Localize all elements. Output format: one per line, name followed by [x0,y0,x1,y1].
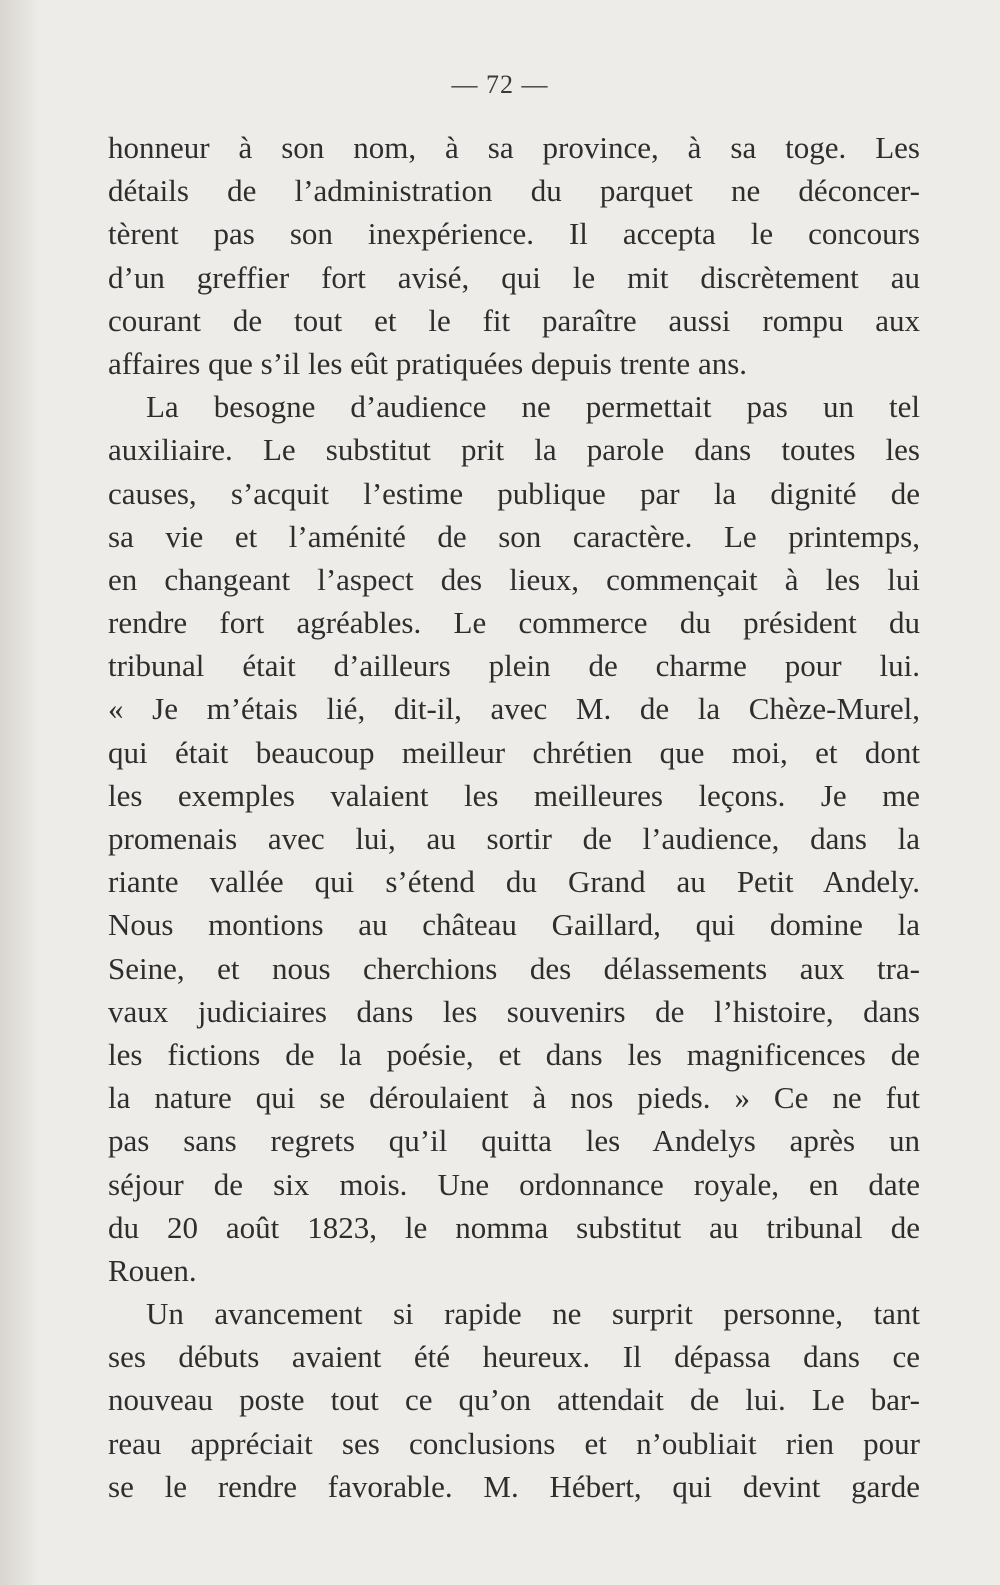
text-line: ses débuts avaient été heureux. Il dépassa dans ce [108,1339,920,1375]
text-line: courant de tout et le fit paraître aussi rompu aux [108,302,920,338]
text-line: auxiliaire. Le substitut prit la parole dans toutes les [108,432,920,468]
text-line: tèrent pas son inexpérience. Il accepta le concours [108,216,920,252]
text-line: tribunal était d’ailleurs plein de charme pour lui. [108,648,920,684]
text-line: affaires que s’il les eût pratiquées depuis trente ans. [108,345,748,381]
text-line: reau appréciait ses conclusions et n’oubliait rien pour [108,1425,920,1461]
text-line: causes, s’acquit l’estime publique par la dignité de [108,475,920,511]
text-line: nouveau poste tout ce qu’on attendait de lui. Le bar- [108,1382,920,1418]
text-line: honneur à son nom, à sa province, à sa toge. Les [108,130,920,165]
text-line: rendre fort agréables. Le commerce du président du [108,605,920,641]
text-line: Un avancement si rapide ne surprit personne, tant [146,1296,920,1332]
text-line: séjour de six mois. Une ordonnance royale, en date [108,1166,920,1202]
text-line: les fictions de la poésie, et dans les magnificences de [108,1036,920,1072]
text-line: vaux judiciaires dans les souvenirs de l’histoire, dans [108,993,920,1029]
text-line: La besogne d’audience ne permettait pas un tel [146,389,920,425]
text-line: Rouen. [108,1252,197,1288]
text-line: se le rendre favorable. M. Hébert, qui devint garde [108,1468,920,1504]
text-line: promenais avec lui, au sortir de l’audience, dans la [108,821,920,856]
page-number: — 72 — [451,70,549,99]
text-line: détails de l’administration du parquet ne déconcer- [108,173,920,209]
page-gutter-shadow [0,0,40,1585]
text-line: la nature qui se déroulaient à nos pieds. » Ce ne fut [108,1080,920,1116]
text-line: riante vallée qui s’étend du Grand au Petit Andely. [108,864,920,900]
text-line: d’un greffier fort avisé, qui le mit discrètement au [108,259,920,295]
text-line: en changeant l’aspect des lieux, commençait à les lui [108,561,920,597]
body-text [108,126,920,1508]
text-line: « Je m’étais lié, dit-il, avec M. de la Chèze-Murel, [108,691,920,727]
text-line: Nous montions au château Gaillard, qui domine la [108,907,920,943]
text-line: sa vie et l’aménité de son caractère. Le printemps, [108,518,920,554]
text-line: Seine, et nous cherchions des délassements aux tra- [108,950,920,986]
text-line: du 20 août 1823, le nomma substitut au tribunal de [108,1209,920,1245]
text-line: les exemples valaient les meilleures leçons. Je me [108,777,920,813]
text-line: qui était beaucoup meilleur chrétien que moi, et dont [108,734,920,770]
text-line: pas sans regrets qu’il quitta les Andelys après un [108,1123,920,1159]
